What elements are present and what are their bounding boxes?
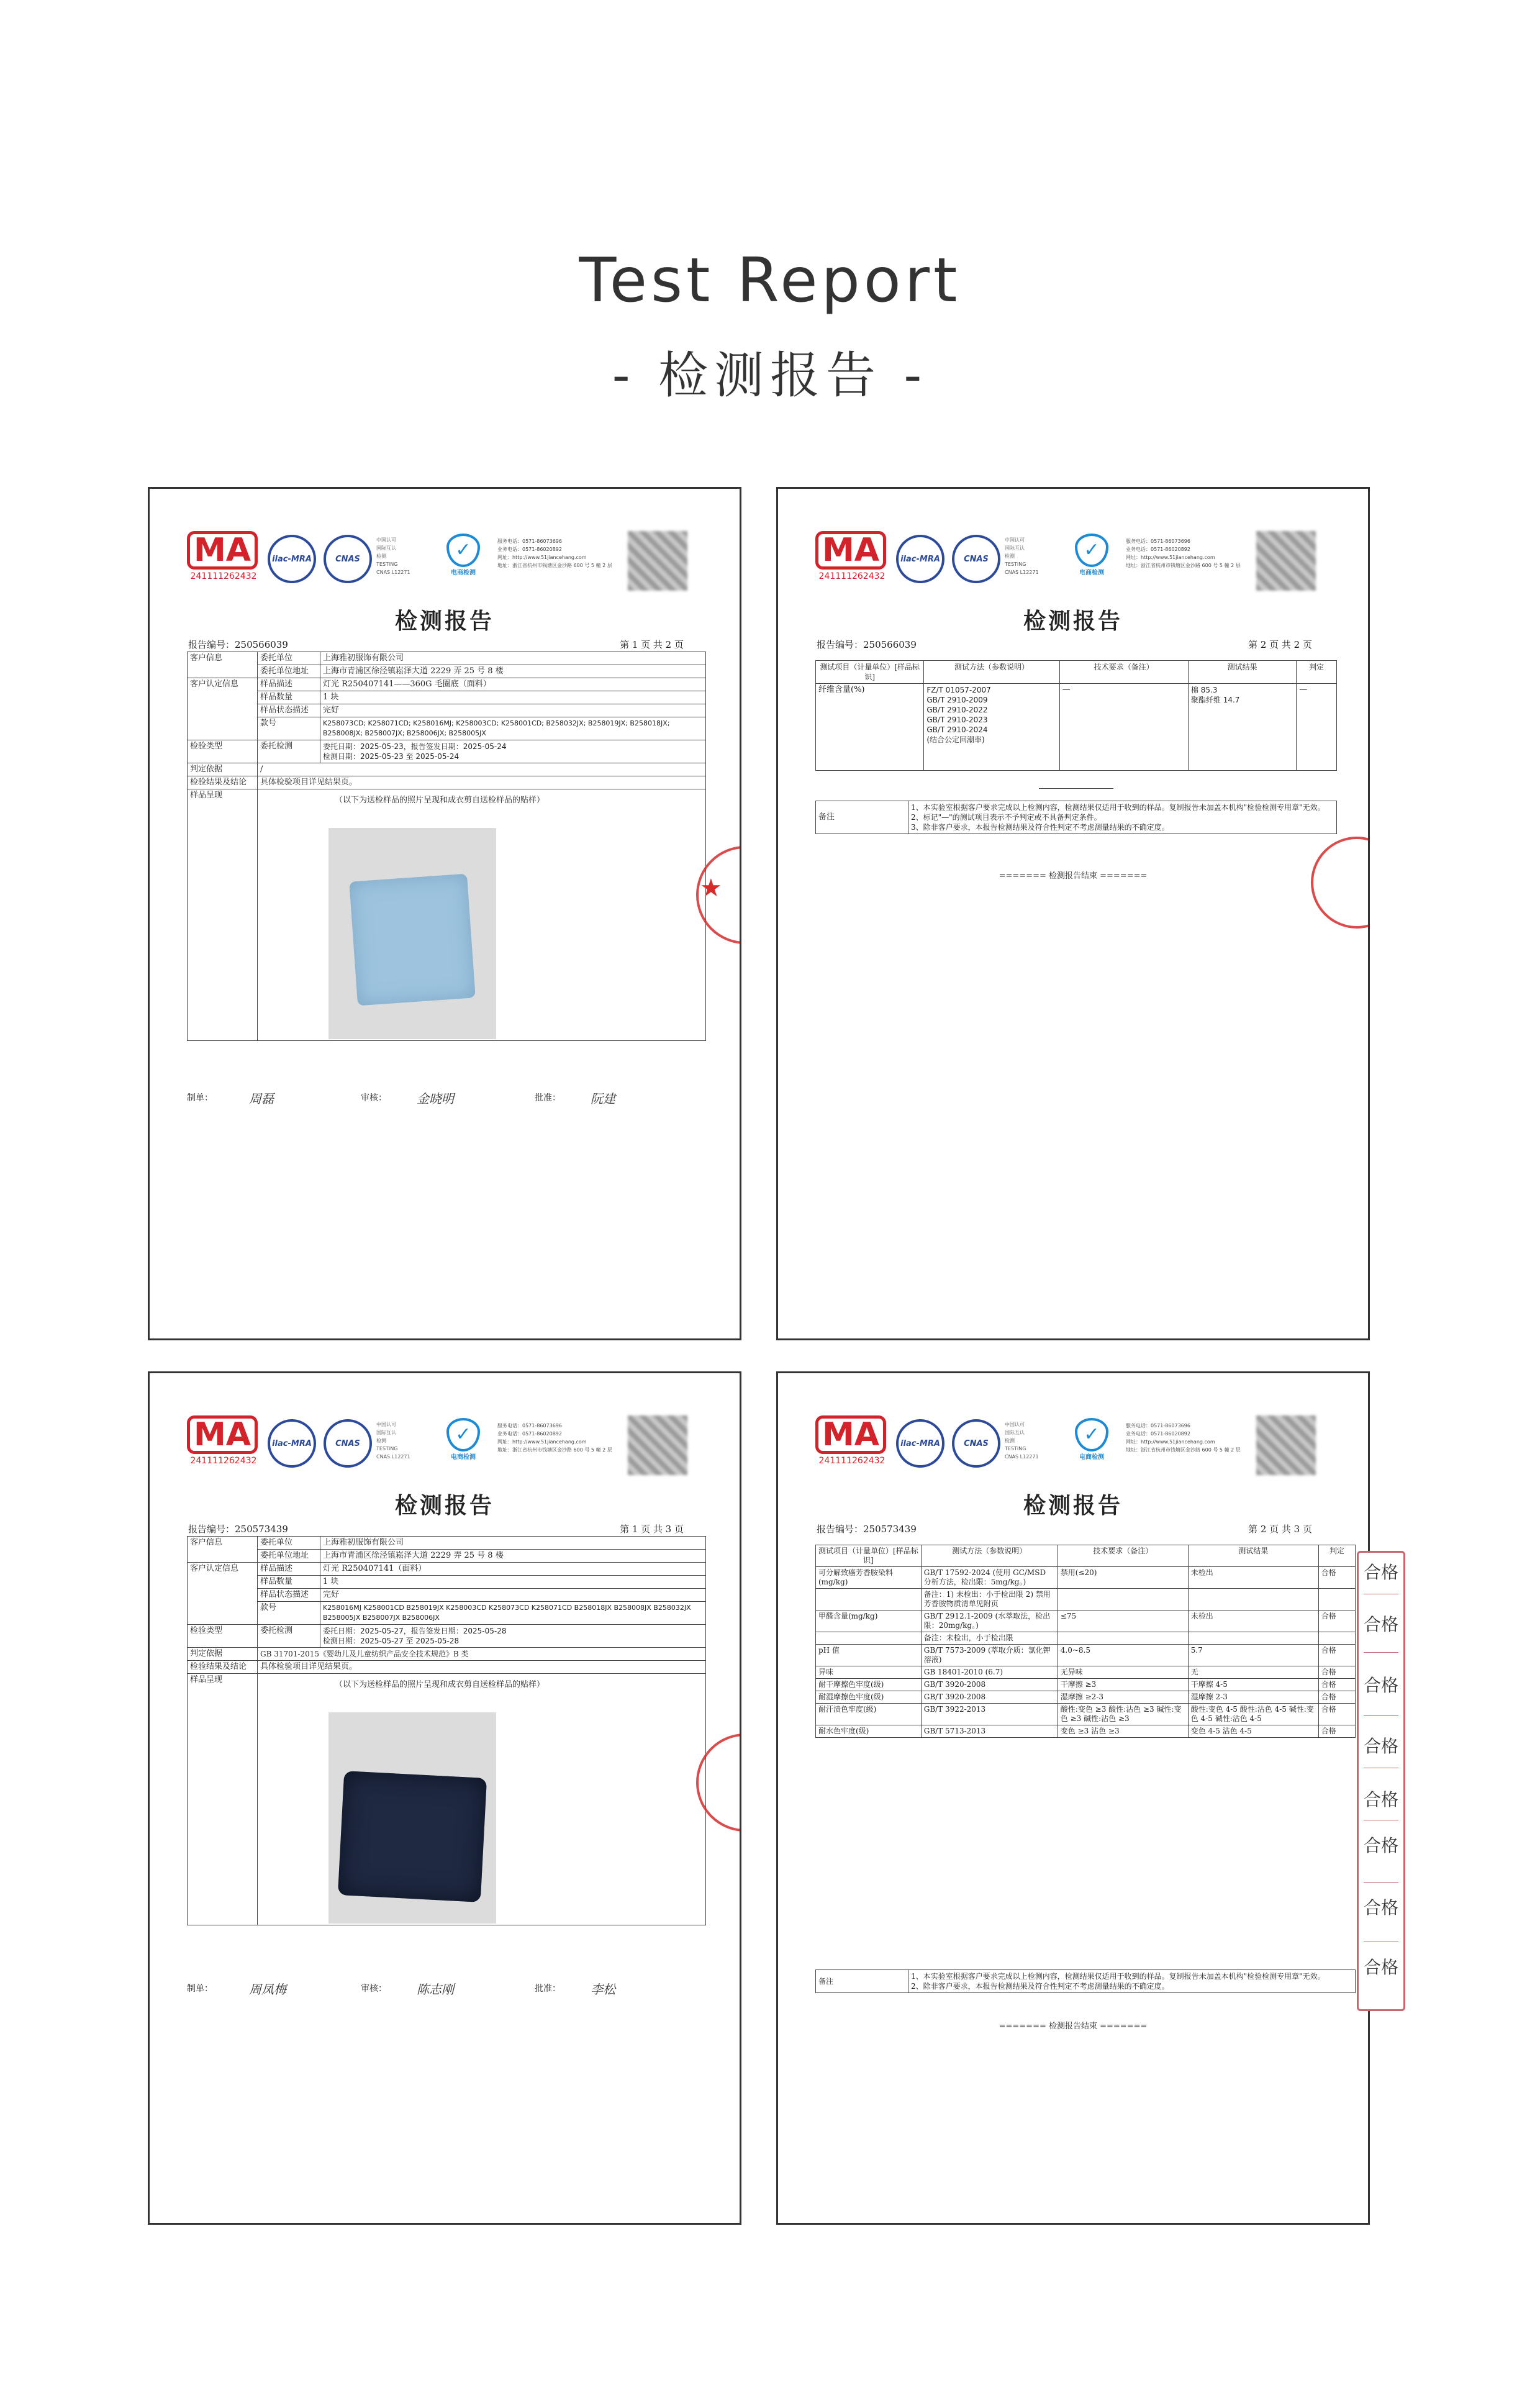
- table-row: [816, 1691, 1356, 1704]
- cell-res: 干摩擦 4-5: [1188, 1679, 1318, 1691]
- cell-v: 合格: [1318, 1679, 1355, 1691]
- official-seal: [1311, 837, 1370, 929]
- report-page-2: [776, 487, 1370, 1340]
- sample-fabric-navy: [338, 1771, 487, 1902]
- cell-v: [1318, 1632, 1355, 1645]
- cell-method: GB/T 7573-2009 (萃取介质：氯化钾溶液): [921, 1645, 1058, 1666]
- pass-highlight-box: [1357, 1551, 1405, 2011]
- cell-v: 合格: [1318, 1666, 1355, 1679]
- report-title: 检测报告: [394, 1492, 494, 1519]
- cma-logo: MA 241111262432: [187, 1415, 260, 1471]
- report-end-marker: ======= 检测报告结束 =======: [999, 871, 1148, 881]
- qualification-labels: 中国认可 国际互认 检测 TESTING CNAS L12271: [376, 537, 410, 575]
- divider: [1364, 1882, 1398, 1883]
- cell-v: [1318, 1589, 1355, 1610]
- cell-req: [1058, 1632, 1188, 1645]
- shield-check-icon: ✓: [446, 534, 480, 567]
- cell-req: 酸性:变色 ≥3 酸性:沾色 ≥3 碱性:变色 ≥3 碱性:沾色 ≥3: [1058, 1704, 1188, 1725]
- report-title: 检测报告: [1023, 1492, 1123, 1519]
- cell-method: 备注：未检出，小于检出限: [921, 1632, 1058, 1645]
- ecommerce-testing-logo: ✓ 电商检测: [442, 1418, 485, 1470]
- cell-v: 合格: [1318, 1610, 1355, 1632]
- seal-star-icon: ★: [700, 874, 722, 902]
- lab-contact: 服务电话：0571-86073696 业务电话：0571-86020892 网址：http://www.51jiancehang.com 地址：浙江省杭州市钱塘区金沙路 600 号 5 幢 2 层: [497, 538, 612, 568]
- lab-contact: 服务电话：0571-86073696 业务电话：0571-86020892 网址：http://www.51jiancehang.com 地址：浙江省杭州市钱塘区金沙路 600 号 5 幢 2 层: [497, 1423, 612, 1453]
- sample-photo: [328, 1712, 496, 1924]
- cell-method: GB/T 3922-2013: [921, 1704, 1058, 1725]
- cell-res: [1188, 1589, 1318, 1610]
- cell-v: 合格: [1318, 1645, 1355, 1666]
- certification-logos: [815, 531, 1337, 587]
- cell-item: 耐汗渍色牢度(级): [816, 1704, 922, 1725]
- info-table: 客户信息 委托单位 上海雅初服饰有限公司 委托单位地址 上海市青浦区徐泾镇崧泽大道 2229 弄 25 号 8 楼 客户认定信息 样品描述 灯光 R250407141——360G 毛圈底（面料） 样品数量 1 块 样品状态描述 完好 款号 K258073CD; K258071CD; K258016MJ; K258003CD; K258001CD; B258032JX; B258019JX; B258018JX; B258008JX; B258007JX; B258006JX; B258005JX 检验类型 委托检测 委托日期：2025-05-23，报告签发日期：2025-05-24 检测日期：2025-05-23 至 2025-05-24 判定依据 / 检验结果及结论 具体检验项目详见结果页。 样品呈现 （以下为送检样品的照片呈现和成衣剪自送检样品的贴样）: [187, 652, 706, 1041]
- qualification-labels: 中国认可 国际互认 检测 TESTING CNAS L12271: [1005, 537, 1039, 575]
- certification-logos: [187, 1415, 709, 1471]
- divider: [1364, 1652, 1398, 1653]
- cell-method: GB/T 3920-2008: [921, 1679, 1058, 1691]
- report-number: 报告编号：250566039: [817, 639, 917, 650]
- cell-res: 未检出: [1188, 1567, 1318, 1589]
- cell-res: 酸性:变色 4-5 酸性:沾色 4-5 碱性:变色 4-5 碱性:沾色 4-5: [1188, 1704, 1318, 1725]
- cell-item: 耐干摩擦色牢度(级): [816, 1679, 922, 1691]
- title-cn: - 检测报告 -: [612, 347, 928, 404]
- cell-req: 无异味: [1058, 1666, 1188, 1679]
- cell-item: 甲醛含量(mg/kg): [816, 1610, 922, 1632]
- qr-code: [628, 1415, 687, 1475]
- page-number: 第 1 页 共 3 页: [620, 1524, 684, 1535]
- divider: [1364, 1715, 1398, 1716]
- report-number: 报告编号：250573439: [817, 1524, 917, 1535]
- pass-label: 合格: [1363, 1897, 1398, 1918]
- ilac-logo: ilac-MRA: [896, 1419, 944, 1468]
- cell-req: 湿摩擦 ≥2-3: [1058, 1691, 1188, 1704]
- cell-item: 异味: [816, 1666, 922, 1679]
- cell-method: GB/T 2912.1-2009 (水萃取法，检出限：20mg/kg。): [921, 1610, 1058, 1632]
- cnas-logo: CNAS: [952, 535, 1000, 583]
- report-number: 报告编号：250573439: [188, 1524, 288, 1535]
- cell-item: [816, 1589, 922, 1610]
- lab-contact: 服务电话：0571-86073696 业务电话：0571-86020892 网址：http://www.51jiancehang.com 地址：浙江省杭州市钱塘区金沙路 600 号 5 幢 2 层: [1126, 538, 1241, 568]
- cell-req: 变色 ≥3 沾色 ≥3: [1058, 1725, 1188, 1738]
- cell-res: 未检出: [1188, 1610, 1318, 1632]
- cnas-logo: CNAS: [952, 1419, 1000, 1468]
- pass-label: 合格: [1363, 1736, 1398, 1756]
- qr-code: [1256, 531, 1316, 591]
- ecommerce-testing-logo: ✓ 电商检测: [1070, 1418, 1113, 1470]
- cma-logo: MA 241111262432: [187, 531, 260, 587]
- notes-table: 备注 1、本实验室根据客户要求完成以上检测内容，检测结果仅适用于收到的样品。复制报告未加盖本机构"检验检测专用章"无效。 2、标记"—"的测试项目表示不予判定或不具备判定条件。 3、除非客户要求，本报告检测结果及符合性判定不考虑测量结果的不确定度。: [815, 801, 1337, 834]
- page-number: 第 1 页 共 2 页: [620, 639, 684, 650]
- pass-label: 合格: [1363, 1957, 1398, 1978]
- ilac-logo: ilac-MRA: [268, 535, 316, 583]
- title-en: Test Report: [579, 245, 961, 316]
- qualification-labels: 中国认可 国际互认 检测 TESTING CNAS L12271: [1005, 1422, 1039, 1460]
- signature-maker: 周凤梅: [249, 1982, 286, 1997]
- cell-v: 合格: [1318, 1725, 1355, 1738]
- notes-table: 备注 1、本实验室根据客户要求完成以上检测内容，检测结果仅适用于收到的样品。复制报告未加盖本机构"检验检测专用章"无效。 2、除非客户要求，本报告检测结果及符合性判定不考虑测量结果的不确定度。: [815, 1969, 1356, 1993]
- cell-res: [1188, 1632, 1318, 1645]
- table-row: [816, 1725, 1356, 1738]
- cell-v: 合格: [1318, 1691, 1355, 1704]
- cell-v: 合格: [1318, 1567, 1355, 1589]
- table-row: [816, 1589, 1356, 1610]
- cma-logo: MA 241111262432: [815, 531, 889, 587]
- table-row: [816, 1610, 1356, 1632]
- ecommerce-testing-logo: ✓ 电商检测: [442, 534, 485, 586]
- cell-method: GB/T 3920-2008: [921, 1691, 1058, 1704]
- report-page-4: [776, 1371, 1370, 2225]
- cell-method: GB/T 17592-2024 (使用 GC/MSD 分析方法，检出限：5mg/kg。): [921, 1567, 1058, 1589]
- pass-label: 合格: [1363, 1614, 1398, 1635]
- signature-reviewer: 金晓明: [417, 1091, 454, 1106]
- table-row: [816, 1666, 1356, 1679]
- cell-item: [816, 1632, 922, 1645]
- pass-label: 合格: [1363, 1675, 1398, 1696]
- cell-req: 4.0~8.5: [1058, 1645, 1188, 1666]
- cell-req: 禁用(≤20): [1058, 1567, 1188, 1589]
- sample-photo: [328, 828, 496, 1039]
- pass-label: 合格: [1363, 1835, 1398, 1856]
- cell-res: 湿摩擦 2-3: [1188, 1691, 1318, 1704]
- table-row: [816, 1567, 1356, 1589]
- results-table: 测试项目（计量单位）[样品标识] 测试方法（参数说明） 技术要求（备注） 测试结果 判定 纤维含量(%) FZ/T 01057-2007 GB/T 2910-2009 GB/T 2910-2022 GB/T 2910-2023 GB/T 2910-2024 (结合公定回潮率) — 棉 85.3 聚酯纤维 14.7 —: [815, 660, 1337, 771]
- page-number: 第 2 页 共 3 页: [1248, 1524, 1312, 1535]
- ilac-logo: ilac-MRA: [268, 1419, 316, 1468]
- results-table: 测试项目（计量单位）[样品标识] 测试方法（参数说明） 技术要求（备注） 测试结果 判定 可分解致癌芳香胺染料(mg/kg) GB/T 17592-2024 (使用 GC/MSD 分析方法，检出限：5mg/kg。) 禁用(≤20) 未检出 合格 备注：1) 未检出：小于检出限 2) 禁用芳香胺物质清单见附页 甲醛含量(mg/kg) GB/T 2912.1-2009 (水萃取法，检出限：20mg/kg。) ≤75 未检出 合格 备注：未检出，小于检出限 pH 值 GB/T 7573-2009 (萃取介质：氯化钾溶液) 4.0~8.5 5.7 合格 异味 GB 18401-2010 (6.7) 无异味 无 合格 耐干摩擦色牢度(级) GB/T 3920-2008 干摩擦 ≥3 干摩擦 4-5 合格 耐湿摩擦色牢度(级) GB/T 3920-2008 湿摩擦 ≥2-3 湿摩擦 2-3 合格 耐汗渍色牢度(级) GB/T 3922-2013 酸性:变色 ≥3 酸性:沾色 ≥3 碱性:变色 ≥3 碱性:沾色 ≥3 酸性:变色 4-5 酸性:沾色 4-5 碱性:变色 4-5 碱性:沾色 4-5 合格 耐水色牢度(级) GB/T 5713-2013 变色 ≥3 沾色 ≥3 变色 4-5 沾色 4-5 合格: [815, 1545, 1356, 1738]
- table-row: [816, 1679, 1356, 1691]
- table-row: [816, 1632, 1356, 1645]
- divider: [1039, 788, 1113, 789]
- lab-contact: 服务电话：0571-86073696 业务电话：0571-86020892 网址：http://www.51jiancehang.com 地址：浙江省杭州市钱塘区金沙路 600 号 5 幢 2 层: [1126, 1423, 1241, 1453]
- table-row: [816, 1645, 1356, 1666]
- report-end-marker: ======= 检测报告结束 =======: [999, 2022, 1148, 2031]
- shield-check-icon: ✓: [1075, 1418, 1108, 1451]
- cell-v: 合格: [1318, 1704, 1355, 1725]
- cell-res: 5.7: [1188, 1645, 1318, 1666]
- qr-code: [628, 531, 687, 591]
- cell-method: 备注：1) 未检出：小于检出限 2) 禁用芳香胺物质清单见附页: [921, 1589, 1058, 1610]
- pass-label: 合格: [1363, 1562, 1398, 1583]
- signature-approver: 阮建: [591, 1091, 615, 1106]
- ecommerce-testing-logo: ✓ 电商检测: [1070, 534, 1113, 586]
- signature-maker: 周磊: [249, 1091, 274, 1106]
- shield-check-icon: ✓: [1075, 534, 1108, 567]
- info-table: 客户信息 委托单位 上海雅初服饰有限公司 委托单位地址 上海市青浦区徐泾镇崧泽大道 2229 弄 25 号 8 楼 客户认定信息 样品描述 灯光 R250407141（面料） 样品数量 1 块 样品状态描述 完好 款号 K258016MJ K258001CD B258019JX K258003CD K258073CD K258071CD B258018JX B258008JX B258032JX B258005JX B258007JX B258006JX 检验类型 委托检测 委托日期：2025-05-27，报告签发日期：2025-05-28 检测日期：2025-05-27 至 2025-05-28 判定依据 GB 31701-2015《婴幼儿及儿童纺织产品安全技术规范》B 类 检验结果及结论 具体检验项目详见结果页。 样品呈现 （以下为送检样品的照片呈现和成衣剪自送检样品的贴样）: [187, 1536, 706, 1925]
- sample-fabric-blue: [349, 874, 475, 1006]
- shield-check-icon: ✓: [446, 1418, 480, 1451]
- report-page-1: MA 241111262432 ilac-MRA CNAS 中国认可 国际互认 检测 TESTING CNAS L12271 ✓ 电商检测 服务电话：0571-86073696 业务电话：0571-86020892 网址：http://www.51jiancehang.com 地址：浙江省杭州市钱塘区金沙路 600 号 5 幢 2 层 检测报告 报告编号：250566039 第 1 页 共 2 页 客户信息 委托单位 上海雅初服饰有限公司 委托单位地址 上海市青浦区徐泾镇崧泽大道 2229 弄 25 号 8 楼 客户认定信息 样品描述 灯光 R250407141——360G 毛圈底（面料） 样品数量 1 块 样品状态描述 完好 款号 K258073CD; K258071CD; K258016MJ; K258003CD; K258001CD; B258032JX; B258019JX; B258018JX; B258008JX; B258007JX; B258006JX; B258005JX 检验类型 委托检测 委托日期：2025-05-23，报告签发日期：2025-05-24 检测日期：2025-05-23 至 2025-05-24 判定依据 / 检验结果及结论 具体检验项目详见结果页。 样品呈现 （以下为送检样品的照片呈现和成衣剪自送检样品的贴样） 制单： 周磊 审核： 金晓明 批准： 阮建 ★: [148, 487, 741, 1340]
- qualification-labels: 中国认可 国际互认 检测 TESTING CNAS L12271: [376, 1422, 410, 1460]
- cnas-logo: CNAS: [324, 1419, 372, 1468]
- report-number: 报告编号：250566039: [188, 639, 288, 650]
- cell-item: 耐湿摩擦色牢度(级): [816, 1691, 922, 1704]
- cell-method: GB 18401-2010 (6.7): [921, 1666, 1058, 1679]
- report-title: 检测报告: [394, 608, 494, 634]
- cell-res: 变色 4-5 沾色 4-5: [1188, 1725, 1318, 1738]
- cell-method: GB/T 5713-2013: [921, 1725, 1058, 1738]
- report-page-3: MA 241111262432 ilac-MRA CNAS 中国认可 国际互认 检测 TESTING CNAS L12271 ✓ 电商检测 服务电话：0571-86073696 业务电话：0571-86020892 网址：http://www.51jiancehang.com 地址：浙江省杭州市钱塘区金沙路 600 号 5 幢 2 层 检测报告 报告编号：250573439 第 1 页 共 3 页 客户信息 委托单位 上海雅初服饰有限公司 委托单位地址 上海市青浦区徐泾镇崧泽大道 2229 弄 25 号 8 楼 客户认定信息 样品描述 灯光 R250407141（面料） 样品数量 1 块 样品状态描述 完好 款号 K258016MJ K258001CD B258019JX K258003CD K258073CD K258071CD B258018JX B258008JX B258032JX B258005JX B258007JX B258006JX 检验类型 委托检测 委托日期：2025-05-27，报告签发日期：2025-05-28 检测日期：2025-05-27 至 2025-05-28 判定依据 GB 31701-2015《婴幼儿及儿童纺织产品安全技术规范》B 类 检验结果及结论 具体检验项目详见结果页。 样品呈现 （以下为送检样品的照片呈现和成衣剪自送检样品的贴样） 制单： 周凤梅 审核： 陈志刚 批准： 李松: [148, 1371, 741, 2225]
- certification-logos: [815, 1415, 1337, 1471]
- pass-label: 合格: [1363, 1789, 1398, 1810]
- table-row: [816, 1704, 1356, 1725]
- signature-approver: 李松: [591, 1982, 615, 1997]
- cell-item: 耐水色牢度(级): [816, 1725, 922, 1738]
- certification-logos: [187, 531, 709, 587]
- cell-req: 干摩擦 ≥3: [1058, 1679, 1188, 1691]
- cell-req: ≤75: [1058, 1610, 1188, 1632]
- cnas-logo: CNAS: [324, 535, 372, 583]
- ilac-logo: ilac-MRA: [896, 535, 944, 583]
- cma-logo: MA 241111262432: [815, 1415, 889, 1471]
- cell-res: 无: [1188, 1666, 1318, 1679]
- page-number: 第 2 页 共 2 页: [1248, 639, 1312, 650]
- cell-req: [1058, 1589, 1188, 1610]
- report-title: 检测报告: [1023, 608, 1123, 634]
- cell-item: 可分解致癌芳香胺染料(mg/kg): [816, 1567, 922, 1589]
- qr-code: [1256, 1415, 1316, 1475]
- cell-item: pH 值: [816, 1645, 922, 1666]
- signature-reviewer: 陈志刚: [417, 1982, 454, 1997]
